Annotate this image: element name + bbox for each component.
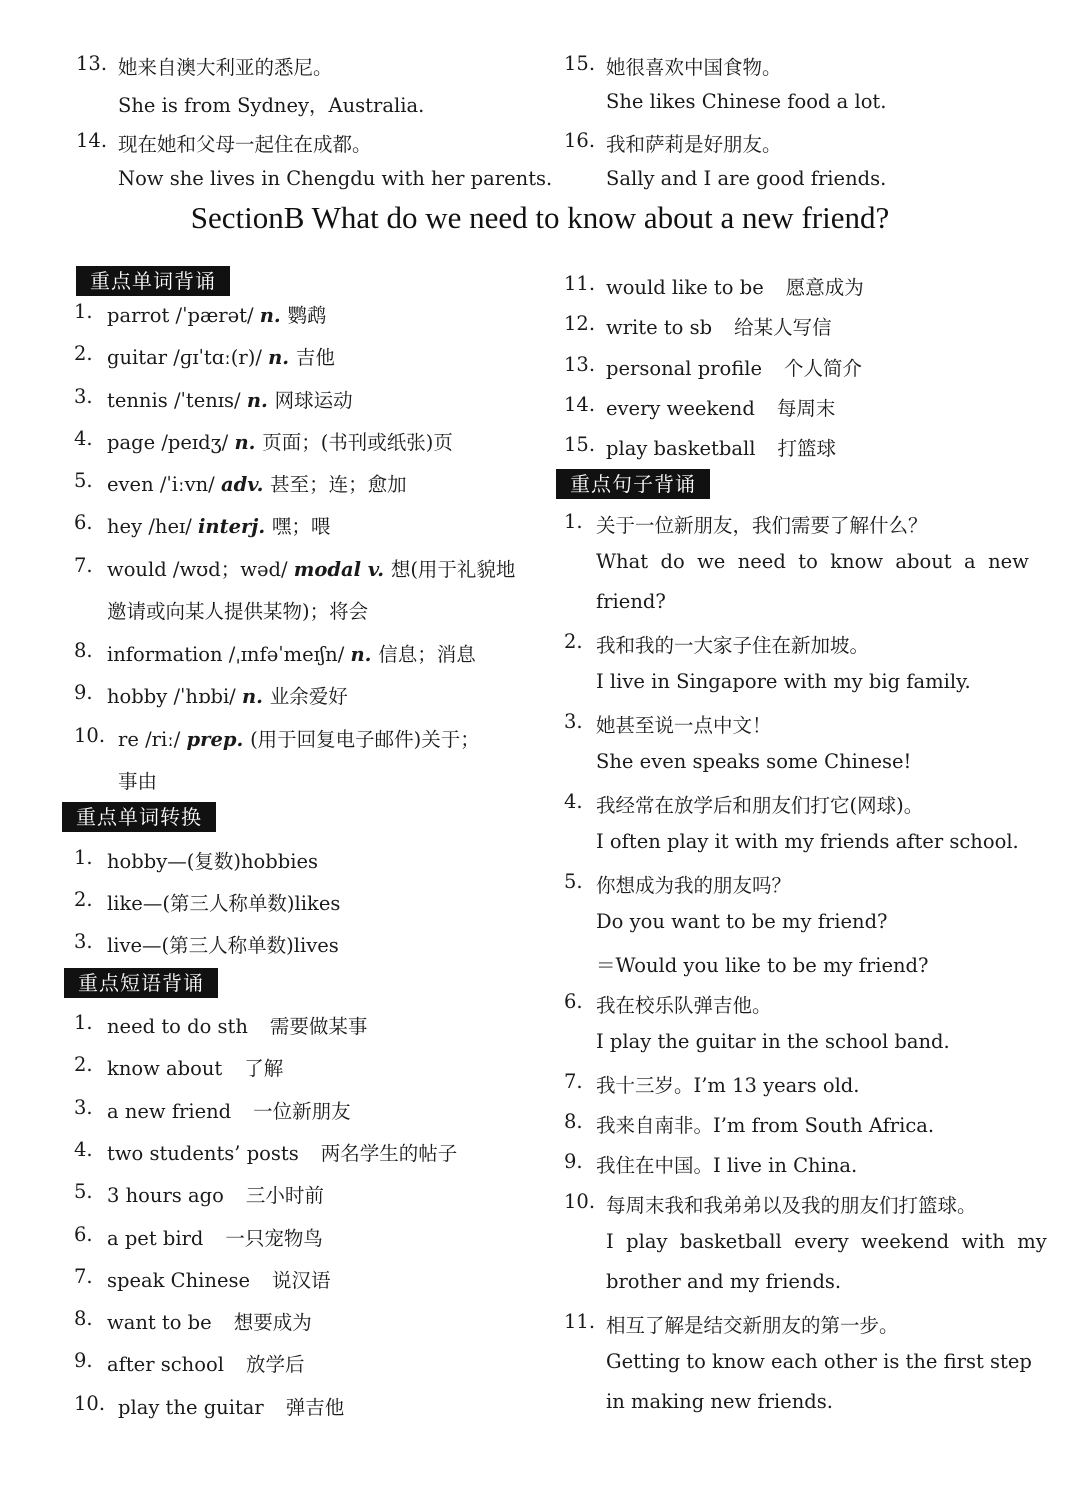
word-meaning-cont: 事由 [118,770,158,793]
item-number: 15. [564,52,596,75]
word-entry [107,342,335,370]
word-entry [118,724,480,752]
sentence-number: 4. [564,790,583,813]
word-ipa: /ˌɪnfəˈmeɪʃn/ [228,643,351,666]
words-heading: 重点单词背诵 [76,266,230,296]
word-meaning: 嘿；喂 [271,515,331,538]
phrase-english: would like to be [606,276,764,299]
phrase-chinese: 了解 [244,1057,284,1081]
word-meaning: 鹦鹉 [287,304,327,327]
word-meaning: 业余爱好 [269,685,348,708]
phrase-chinese: 一只宠物鸟 [225,1226,323,1250]
sentence-english: in making new friends. [606,1390,833,1413]
word-pos: modal v. [293,558,391,581]
phrase-number: 14. [564,393,596,416]
phrase-number: 12. [564,312,596,335]
phrase-number: 11. [564,272,596,295]
word-meaning-cont: 邀请或向某人提供某物)；将会 [107,600,369,623]
phrase-entry [107,1307,312,1335]
sentence-number: 2. [564,630,583,653]
word-number: 6. [74,511,93,534]
word-pos: interj. [198,515,272,538]
phrase-number: 9. [74,1349,93,1373]
phrase-english: play basketball [606,437,756,460]
phrase-number: 4. [74,1137,93,1161]
sentence-chinese: 每周末我和我弟弟以及我的朋友们打篮球。 [606,1194,977,1217]
sentence-number: 10. [564,1190,596,1213]
sentence-chinese: 我十三岁。 [596,1074,694,1097]
word-entry [107,427,453,455]
word-pos: n. [246,389,275,412]
phrase-number: 6. [74,1222,93,1246]
phrase-english: speak Chinese [107,1268,251,1292]
sentence-english: ＝Would you like to be my friend? [596,954,929,977]
item-number: 14. [76,129,108,152]
phrase-english: write to sb [606,316,713,339]
word-text: hey [107,515,149,538]
word-number: 3. [74,385,93,408]
phrase-entry [107,1053,283,1081]
phrase-entry [107,1223,323,1251]
phrase-english: every weekend [606,397,755,420]
sentence-english: I’m 13 years old. [693,1074,860,1097]
sentence-chinese: 相互了解是结交新朋友的第一步。 [606,1314,899,1337]
word-ipa: /ˈpærət/ [175,304,260,327]
phrase-english: personal profile [606,357,763,380]
phrase-number: 15. [564,433,596,456]
word-meaning: 信息；消息 [378,643,476,666]
chinese-sentence: 她来自澳大利亚的悉尼。 [118,56,333,79]
english-sentence: She is from Sydney，Australia. [118,94,425,117]
phrase-entry [606,353,862,381]
phrase-chinese: 想要成为 [233,1311,312,1335]
phrase-english: after school [107,1353,224,1377]
sentence-number: 5. [564,870,583,893]
phrase-chinese: 给某人写信 [734,316,832,339]
transform-number: 2. [74,888,93,911]
word-pos: n. [259,304,288,327]
word-number: 9. [74,681,93,704]
word-number: 1. [74,300,93,323]
phrase-number: 5. [74,1180,93,1204]
word-text: page [107,431,162,454]
transform-text: hobby—(复数)hobbies [107,850,319,873]
word-meaning: 甚至；连；愈加 [270,473,407,496]
word-text: parrot [107,304,176,327]
sentence-english: I often play it with my friends after school. [596,830,1019,853]
phrase-entry [118,1392,344,1420]
chinese-sentence: 现在她和父母一起住在成都。 [118,133,372,156]
word-number: 4. [74,427,93,450]
sentence-number: 1. [564,510,583,533]
word-pos: n. [241,685,270,708]
word-entry [107,385,353,413]
phrase-entry [107,1138,457,1166]
sentence-chinese: 我在校乐队弹吉他。 [596,994,772,1017]
sentence-number: 7. [564,1070,583,1093]
sentence-english: I live in China. [713,1154,858,1177]
sentence-entry [596,1110,934,1138]
sentence-number: 6. [564,990,583,1013]
sentences-heading: 重点句子背诵 [556,469,710,499]
word-text: hobby [107,685,174,708]
sentence-english: I play basketball every weekend with my [606,1230,1047,1253]
word-ipa: /ˈiːvn/ [159,473,221,496]
word-text: would [107,558,173,581]
phrase-english: know about [107,1057,223,1081]
sentence-english: Do you want to be my friend? [596,910,888,933]
word-text: guitar [107,346,174,369]
phrase-chinese: 说汉语 [272,1268,331,1292]
sentence-chinese: 我住在中国。 [596,1154,714,1177]
english-sentence: Sally and I are good friends. [606,167,887,190]
word-ipa: /heɪ/ [148,515,199,538]
phrase-chinese: 打篮球 [777,437,836,460]
phrase-chinese: 两名学生的帖子 [320,1141,458,1165]
phrase-english: need to do sth [107,1015,248,1038]
transforms-heading: 重点单词转换 [62,802,216,832]
sentence-number: 9. [564,1150,583,1173]
phrase-chinese: 需要做某事 [269,1015,368,1038]
phrase-entry [606,393,835,421]
word-ipa: /peɪdʒ/ [161,431,235,454]
phrase-number: 8. [74,1307,93,1331]
sentence-english: friend? [596,590,666,613]
section-title: SectionB What do we need to know about a new friend? [190,200,890,235]
word-number: 2. [74,342,93,365]
phrase-english: play the guitar [118,1395,264,1419]
phrase-chinese: 三小时前 [245,1184,324,1208]
word-text: even [107,473,160,496]
sentence-number: 3. [564,710,583,733]
phrase-entry [107,1265,331,1293]
word-entry [107,469,407,497]
phrase-english: 3 hours ago [107,1184,224,1208]
sentence-english: What do we need to know about a new [596,550,1029,573]
sentence-number: 8. [564,1110,583,1133]
sentence-entry [596,1150,857,1178]
phrase-english: want to be [107,1311,212,1335]
word-pos: adv. [220,473,271,496]
word-meaning: 页面；(书刊或纸张)页 [262,431,453,454]
phrase-entry [606,433,836,461]
phrase-chinese: 每周末 [776,397,836,420]
word-ipa: /riː/ [145,728,187,751]
sentence-chinese: 我来自南非。 [596,1114,714,1137]
word-pos: prep. [186,728,251,751]
word-ipa: /ˈtenɪs/ [173,389,247,412]
word-text: re [118,728,146,751]
phrase-entry [107,1096,351,1124]
sentence-entry [596,1070,860,1098]
phrase-english: a new friend [107,1099,232,1123]
sentence-english: I’m from South Africa. [713,1114,935,1137]
word-ipa: /ˈhɒbi/ [173,685,242,708]
phrase-number: 1. [74,1011,93,1034]
phrase-entry [107,1349,304,1377]
phrase-number: 10. [74,1391,106,1415]
word-entry [107,511,330,539]
word-number: 10. [74,724,106,747]
item-number: 13. [76,52,108,75]
phrase-entry [107,1011,367,1039]
sentence-chinese: 我经常在放学后和朋友们打它(网球)。 [596,794,924,817]
sentence-chinese: 她甚至说一点中文！ [596,714,772,737]
word-text: information [107,643,229,666]
transform-number: 3. [74,930,93,953]
word-ipa: /ɡɪˈtɑː(r)/ [173,346,269,369]
sentence-chinese: 我和我的一大家子住在新加坡。 [596,634,870,657]
phrase-chinese: 个人简介 [784,357,863,380]
phrase-chinese: 放学后 [245,1353,305,1377]
transform-text: like—(第三人称单数)likes [107,892,341,915]
phrase-entry [606,272,864,300]
item-number: 16. [564,129,596,152]
word-number: 7. [74,554,93,577]
phrase-english: two students’ posts [107,1141,299,1165]
phrase-chinese: 一位新朋友 [253,1099,351,1123]
word-ipa: /wʊd；wəd/ [172,558,294,581]
chinese-sentence: 她很喜欢中国食物。 [606,56,782,79]
phrase-number: 7. [74,1264,93,1288]
word-text: tennis [107,389,174,412]
phrases-heading: 重点短语背诵 [64,968,218,998]
english-sentence: She likes Chinese food a lot. [606,90,887,113]
word-entry [107,554,515,582]
word-pos: n. [234,431,263,454]
phrase-number: 13. [564,353,596,376]
sentence-chinese: 关于一位新朋友，我们需要了解什么？ [596,514,928,537]
word-number: 5. [74,469,93,492]
sentence-english: I play the guitar in the school band. [596,1030,950,1053]
phrase-number: 3. [74,1095,93,1119]
word-meaning: (用于回复电子邮件)关于； [250,728,480,751]
word-entry [107,639,476,667]
word-pos: n. [268,346,296,369]
sentence-english: I live in Singapore with my big family. [596,670,971,693]
sentence-chinese: 你想成为我的朋友吗？ [596,874,792,897]
word-number: 8. [74,639,93,662]
sentence-number: 11. [564,1310,596,1333]
word-pos: n. [350,643,379,666]
phrase-number: 2. [74,1053,93,1077]
phrase-entry [606,312,832,340]
transform-number: 1. [74,846,93,869]
phrase-chinese: 愿意成为 [785,276,864,299]
word-meaning: 想(用于礼貌地 [390,558,516,581]
sentence-english: She even speaks some Chinese! [596,750,912,773]
phrase-entry [107,1180,324,1208]
word-meaning: 网球运动 [274,389,353,412]
chinese-sentence: 我和萨莉是好朋友。 [606,133,782,156]
word-entry [107,300,327,328]
sentence-english: brother and my friends. [606,1270,842,1293]
phrase-english: a pet bird [107,1226,204,1250]
word-meaning: 吉他 [295,346,335,369]
english-sentence: Now she lives in Chengdu with her parents. [118,167,553,190]
transform-text: live—(第三人称单数)lives [107,934,339,957]
word-entry [107,681,348,709]
phrase-chinese: 弹吉他 [285,1395,345,1419]
sentence-english: Getting to know each other is the first step [606,1350,1032,1373]
